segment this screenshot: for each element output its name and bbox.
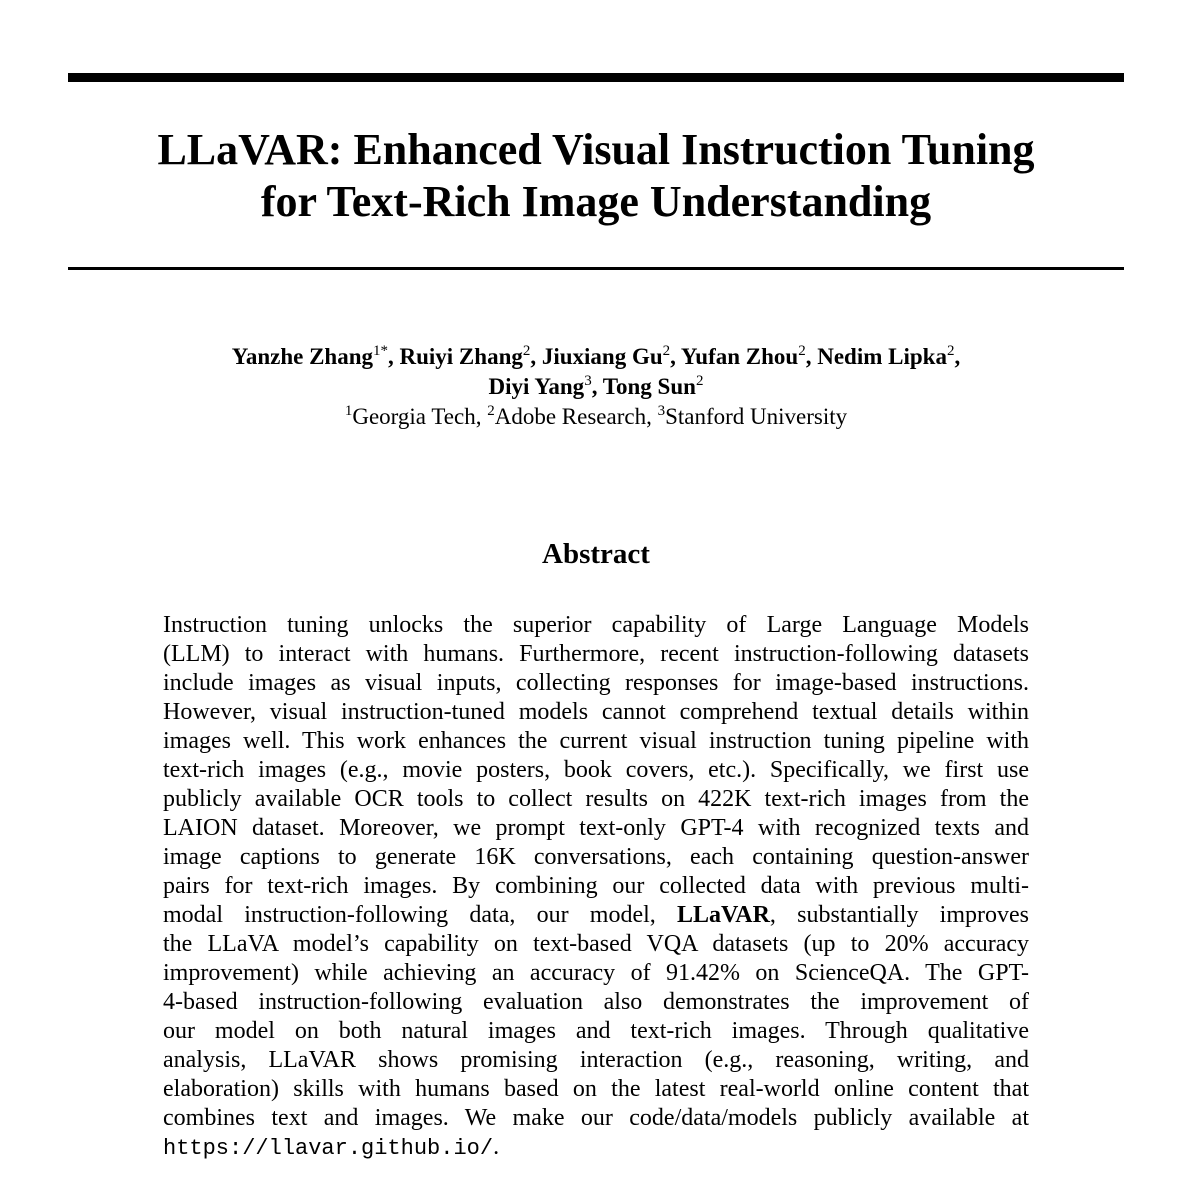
abstract-heading: Abstract <box>542 538 650 570</box>
author-name: Ruiyi Zhang <box>399 344 523 369</box>
affiliation-name: Stanford University <box>665 404 848 429</box>
affiliation-name: Adobe Research <box>494 404 647 429</box>
top-rule <box>68 73 1124 82</box>
title-line-2: for Text-Rich Image Understanding <box>260 177 932 226</box>
affiliation-name: Georgia Tech <box>352 404 476 429</box>
abstract-line: Instruction tuning unlocks the superior capability of Large Language Models <box>163 612 1029 638</box>
model-name-bold: LLaVAR <box>677 902 770 928</box>
affiliation-line <box>68 402 1124 432</box>
author-separator: , <box>591 374 603 399</box>
abstract-line-with-model-name <box>163 901 1029 930</box>
abstract-line: the LLaVA model’s capability on text-based VQA datasets (up to 20% accuracy <box>163 931 1029 957</box>
abstract-body <box>163 611 1029 1163</box>
affiliation-mark: 3 <box>657 403 666 419</box>
abstract-line: (LLM) to interact with humans. Furthermore, recent instruction-following datasets <box>163 641 1029 667</box>
paper-title <box>68 124 1124 228</box>
author-name: Yufan Zhou <box>680 344 799 369</box>
author-separator: , <box>388 344 400 369</box>
affiliation-mark: 1 <box>344 403 353 419</box>
author-name: Nedim Lipka <box>817 344 947 369</box>
author-separator: , <box>530 344 542 369</box>
abstract-line: However, visual instruction-tuned models cannot comprehend textual details within <box>163 699 1029 725</box>
author-name: Yanzhe Zhang <box>231 344 373 369</box>
author-affiliation-mark: 2 <box>662 343 671 359</box>
affiliation-separator: , <box>475 404 488 429</box>
abstract-line: our model on both natural images and text-rich images. Through qualitative <box>163 1018 1029 1044</box>
author-separator: , <box>670 344 681 369</box>
abstract-line: images well. This work enhances the current visual instruction tuning pipeline with <box>163 728 1029 754</box>
abstract-line: analysis, LLaVAR shows promising interaction (e.g., reasoning, writing, and <box>163 1047 1029 1073</box>
abstract-line: 4-based instruction-following evaluation also demonstrates the improvement of <box>163 989 1029 1015</box>
abstract-line: improvement) while achieving an accuracy of 91.42% on ScienceQA. The GPT- <box>163 960 1029 986</box>
title-line-1: LLaVAR: Enhanced Visual Instruction Tuning <box>157 125 1035 174</box>
abstract-line: elaboration) skills with humans based on the latest real-world online content that <box>163 1076 1029 1102</box>
abstract-text: . <box>493 1134 500 1160</box>
abstract-text: , substantially improves <box>769 902 1029 928</box>
abstract-text: modal instruction-following data, our model, <box>163 902 677 928</box>
author-separator: , <box>954 344 961 369</box>
author-affiliation-mark: 1* <box>373 343 388 359</box>
author-affiliation-mark: 2 <box>798 343 806 359</box>
author-affiliation-mark: 3 <box>584 373 592 389</box>
abstract-line: text-rich images (e.g., movie posters, book covers, etc.). Specifically, we first use <box>163 757 1029 783</box>
author-affiliation-mark: 2 <box>522 343 531 359</box>
abstract-line: LAION dataset. Moreover, we prompt text-only GPT-4 with recognized texts and <box>163 815 1029 841</box>
abstract-line: publicly available OCR tools to collect results on 422K text-rich images from the <box>163 786 1029 812</box>
author-name: Tong Sun <box>602 374 696 399</box>
affiliation-separator: , <box>646 404 658 429</box>
title-bottom-rule <box>68 267 1124 270</box>
author-name: Jiuxiang Gu <box>541 344 663 369</box>
affiliation-mark: 2 <box>487 403 495 419</box>
abstract-url-line <box>163 1133 1029 1163</box>
abstract-line: image captions to generate 16K conversations, each containing question-answer <box>163 844 1029 870</box>
abstract-line: include images as visual inputs, collecting responses for image-based instructions. <box>163 670 1029 696</box>
project-url-link[interactable]: https://llavar.github.io/ <box>163 1136 494 1161</box>
author-separator: , <box>805 344 818 369</box>
author-affiliation-mark: 2 <box>946 343 955 359</box>
author-affiliation-mark: 2 <box>695 373 704 389</box>
author-line-1 <box>68 342 1124 372</box>
author-line-2 <box>68 372 1124 402</box>
author-name: Diyi Yang <box>488 374 585 399</box>
abstract-line: combines text and images. We make our code/data/models publicly available at <box>163 1105 1029 1131</box>
author-block <box>68 342 1124 432</box>
abstract-line: pairs for text-rich images. By combining our collected data with previous multi- <box>163 873 1029 899</box>
